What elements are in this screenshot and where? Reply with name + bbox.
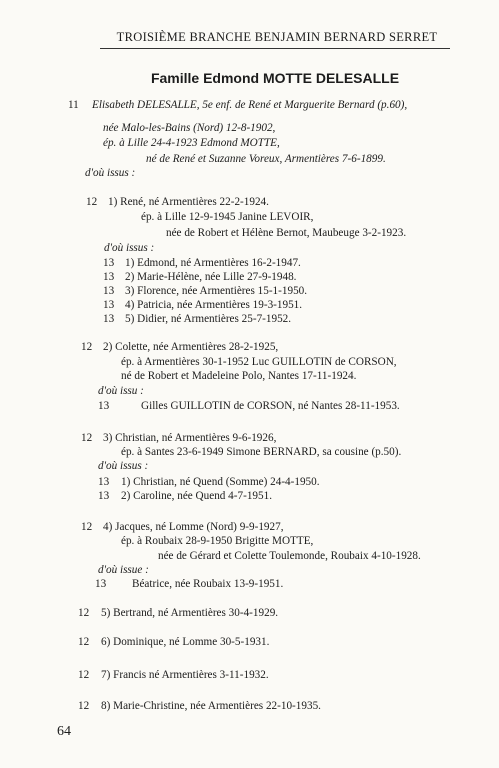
generation-number: 12 (81, 521, 93, 533)
intro-line: née Malo-les-Bains (Nord) 12-8-1902, (103, 122, 276, 134)
header-rule (100, 48, 450, 49)
child-line: 4) Jacques, né Lomme (Nord) 9-9-1927, (103, 521, 284, 533)
generation-number: 13 (98, 400, 110, 412)
generation-number: 13 (98, 476, 110, 488)
child-line: 3) Christian, né Armentières 9-6-1926, (103, 432, 277, 444)
generation-number: 12 (86, 196, 98, 208)
issue-label: d'où issus : (104, 242, 155, 254)
child-line: 8) Marie-Christine, née Armentières 22-10-1935. (101, 700, 321, 712)
generation-number: 12 (81, 432, 93, 444)
generation-number: 13 (103, 257, 115, 269)
generation-number: 12 (78, 700, 90, 712)
generation-number: 13 (103, 299, 115, 311)
grandchild-line: 3) Florence, née Armentières 15-1-1950. (125, 285, 308, 297)
grandchild-line: 2) Caroline, née Quend 4-7-1951. (121, 490, 272, 502)
child-line: ép. à Santes 23-6-1949 Simone BERNARD, sa cousine (p.50). (121, 446, 402, 458)
intro-line: né de René et Suzanne Voreux, Armentières 7-6-1899. (146, 153, 386, 165)
child-line: 7) Francis né Armentières 3-11-1932. (101, 669, 269, 681)
intro-issue-label: d'où issus : (85, 167, 136, 179)
child-line: née de Robert et Hélène Bernot, Maubeuge 3-2-1923. (166, 227, 407, 239)
generation-number: 13 (98, 490, 110, 502)
issue-label: d'où issus : (98, 460, 149, 472)
grandchild-line: 1) Christian, né Quend (Somme) 24-4-1950. (121, 476, 320, 488)
generation-number: 12 (78, 607, 90, 619)
child-line: né de Robert et Madeleine Polo, Nantes 17-11-1924. (121, 370, 357, 382)
child-line: 5) Bertrand, né Armentières 30-4-1929. (101, 607, 279, 619)
grandchild-line: Béatrice, née Roubaix 13-9-1951. (132, 578, 284, 590)
child-line: ép. à Lille 12-9-1945 Janine LEVOIR, (141, 211, 314, 223)
running-header: TROISIÈME BRANCHE BENJAMIN BERNARD SERRET (116, 30, 438, 44)
intro-line: Elisabeth DELESALLE, 5e enf. de René et Marguerite Bernard (p.60), (92, 99, 408, 111)
generation-number: 13 (103, 271, 115, 283)
grandchild-line: 1) Edmond, né Armentières 16-2-1947. (125, 257, 301, 269)
generation-number: 13 (95, 578, 107, 590)
page-number: 64 (57, 724, 71, 739)
page-title: Famille Edmond MOTTE DELESALLE (150, 70, 400, 86)
issue-label: d'où issue : (98, 564, 149, 576)
child-line: 2) Colette, née Armentières 28-2-1925, (103, 341, 279, 353)
grandchild-line: 4) Patricia, née Armentières 19-3-1951. (125, 299, 303, 311)
grandchild-line: Gilles GUILLOTIN de CORSON, né Nantes 28-11-1953. (141, 400, 400, 412)
child-line: née de Gérard et Colette Toulemonde, Roubaix 4-10-1928. (158, 550, 421, 562)
generation-number: 11 (68, 99, 79, 111)
grandchild-line: 2) Marie-Hélène, née Lille 27-9-1948. (125, 271, 297, 283)
generation-number: 12 (78, 636, 90, 648)
grandchild-line: 5) Didier, né Armentières 25-7-1952. (125, 313, 292, 325)
intro-line: ép. à Lille 24-4-1923 Edmond MOTTE, (103, 137, 280, 149)
generation-number: 12 (81, 341, 93, 353)
child-line: ép. à Roubaix 28-9-1950 Brigitte MOTTE, (121, 535, 314, 547)
generation-number: 12 (78, 669, 90, 681)
generation-number: 13 (103, 313, 115, 325)
issue-label: d'où issu : (98, 385, 144, 397)
child-line: 1) René, né Armentières 22-2-1924. (108, 196, 269, 208)
child-line: ép. à Armentières 30-1-1952 Luc GUILLOTIN de CORSON, (121, 356, 397, 368)
generation-number: 13 (103, 285, 115, 297)
child-line: 6) Dominique, né Lomme 30-5-1931. (101, 636, 270, 648)
